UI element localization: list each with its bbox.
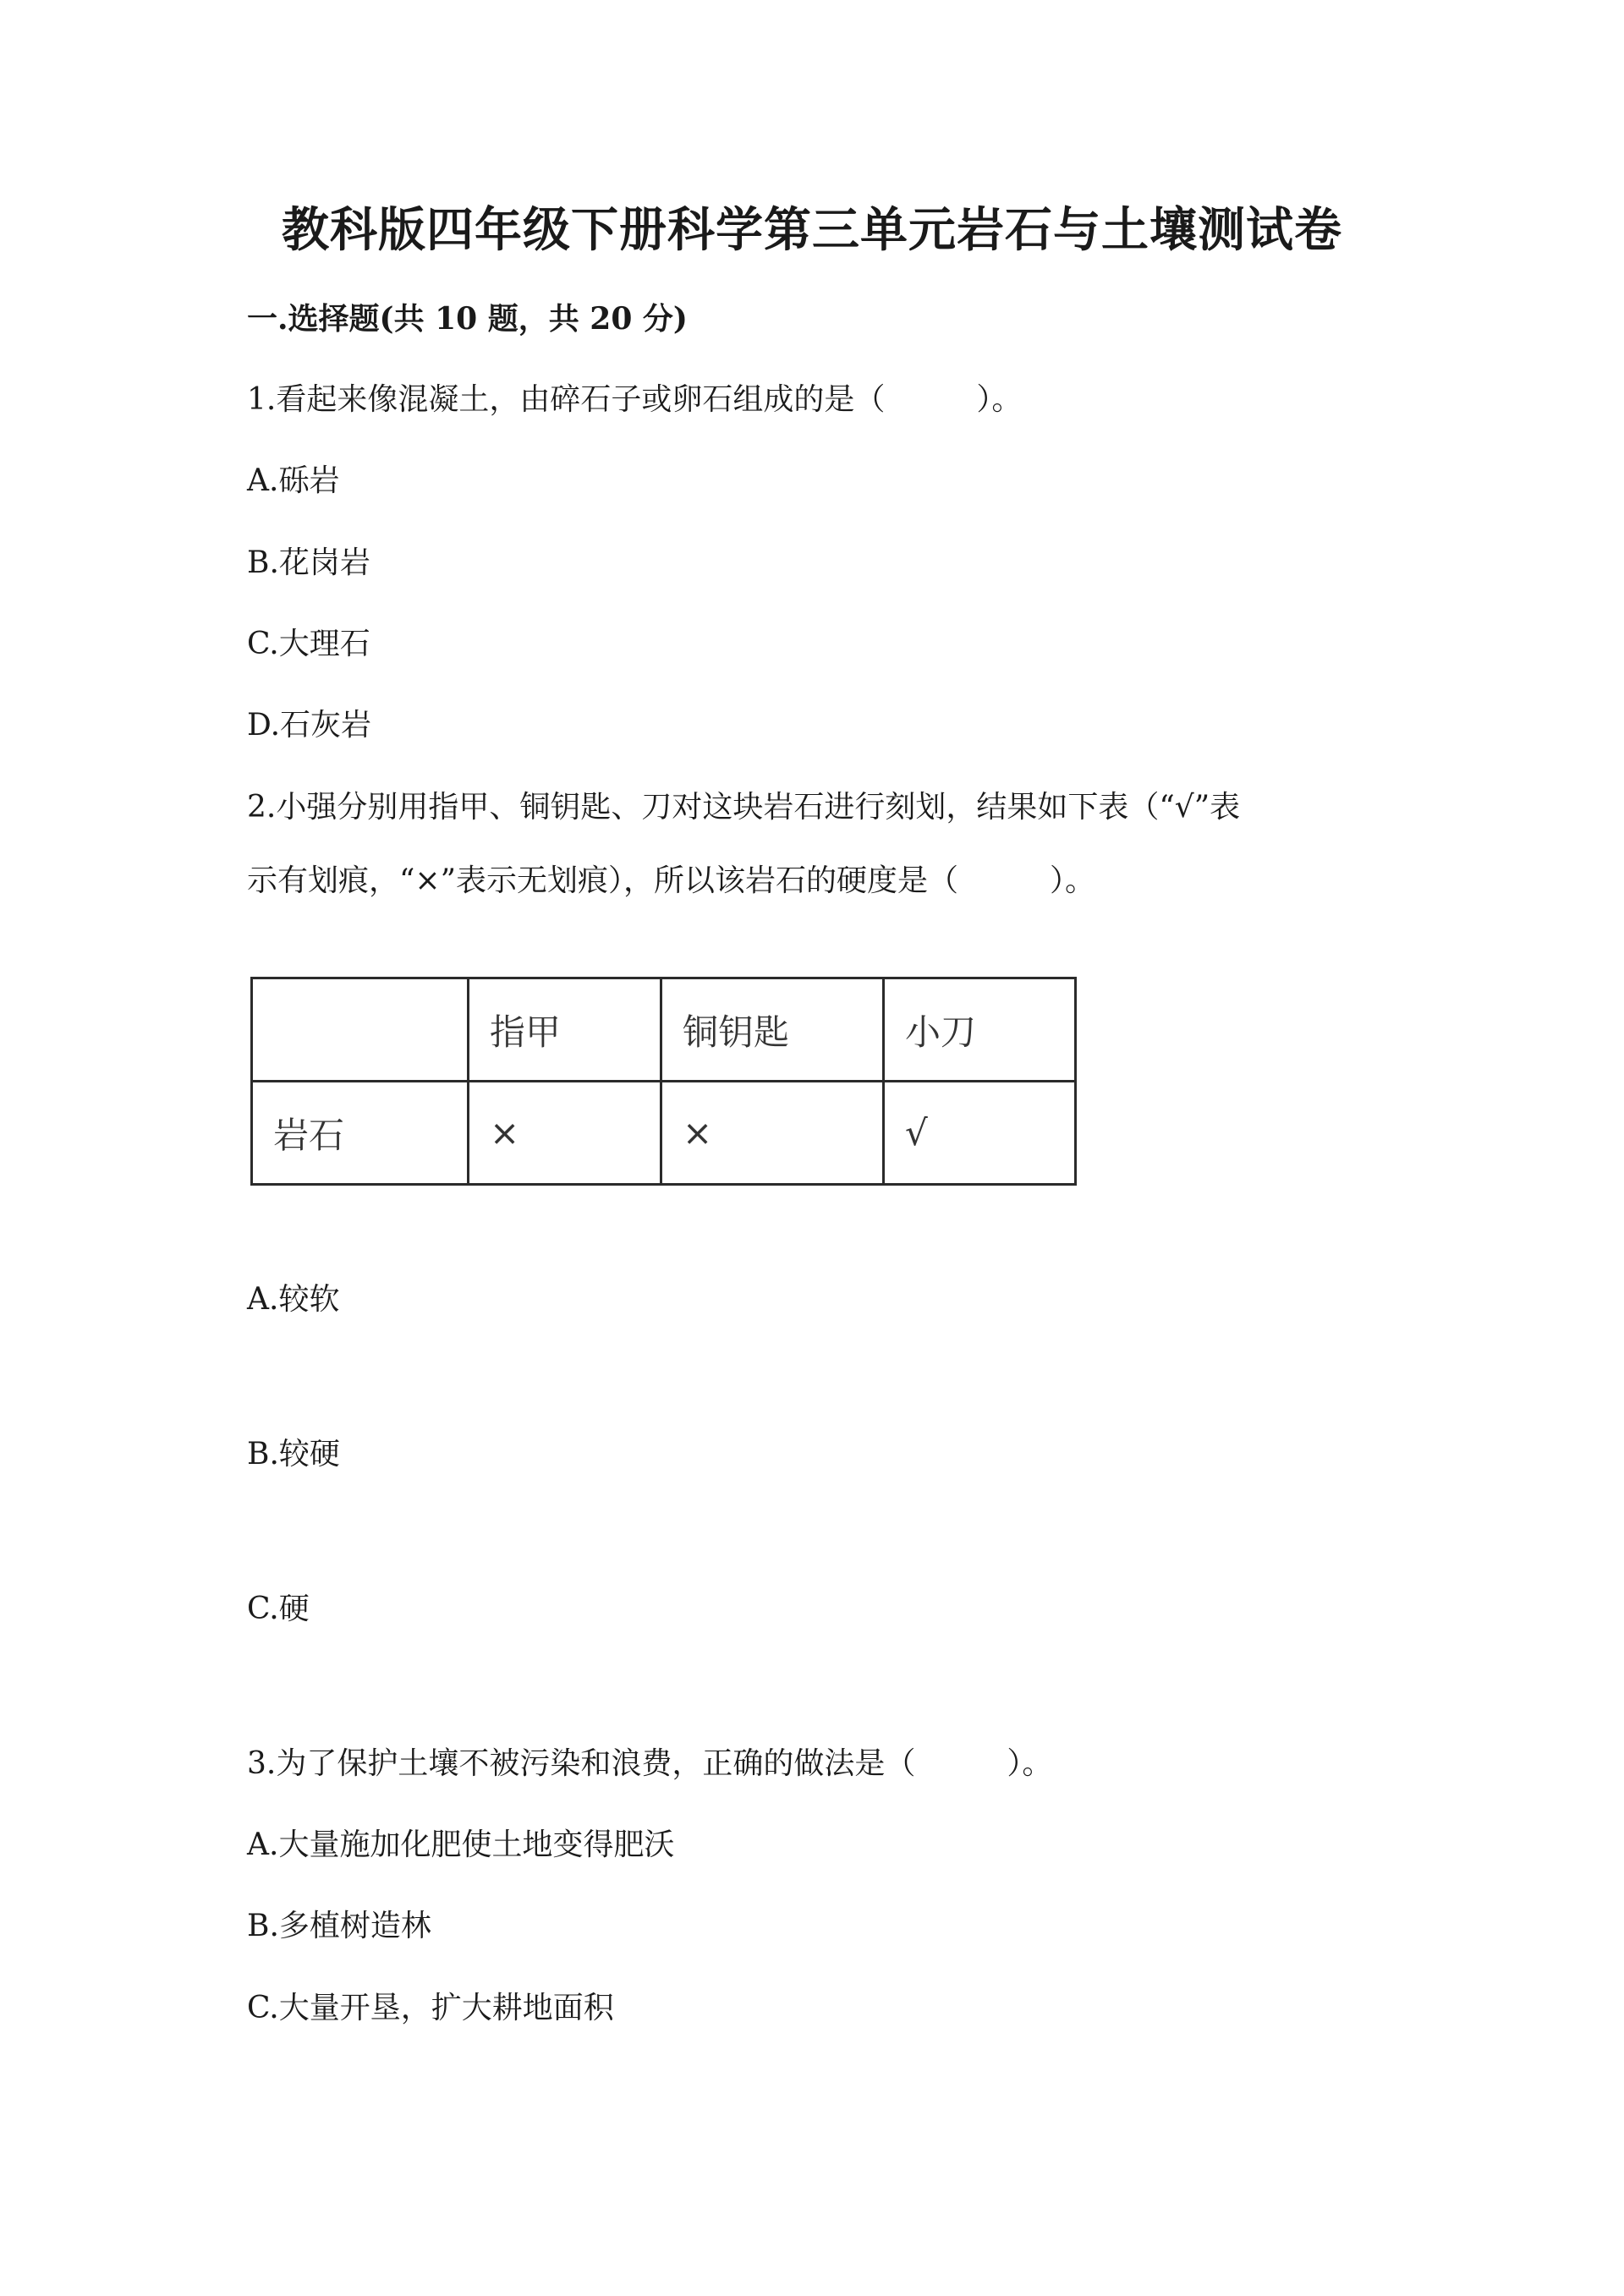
page-title: 教科版四年级下册科学第三单元岩石与土壤测试卷 xyxy=(282,202,1342,258)
question-3-option-b: B.多植树造林 xyxy=(247,1909,431,1943)
table-cell-knife-result: √ xyxy=(884,1082,1076,1185)
table-header-cell-knife: 小刀 xyxy=(884,978,1076,1082)
question-2-option-b: B.较硬 xyxy=(247,1437,340,1471)
question-1-option-c: C.大理石 xyxy=(247,627,370,661)
question-1-option-b: B.花岗岩 xyxy=(247,545,370,580)
table-cell-fingernail-result: × xyxy=(469,1082,661,1185)
question-1-option-a: A.砾岩 xyxy=(247,463,340,498)
table-header-row xyxy=(252,978,1076,1082)
question-3-stem: 3.为了保护土壤不被污染和浪费，正确的做法是（ ）。 xyxy=(247,1746,1053,1781)
question-3-option-c: C.大量开垦，扩大耕地面积 xyxy=(247,1991,614,2025)
table-header-cell-fingernail: 指甲 xyxy=(469,978,661,1082)
table-cell-copper-key-result: × xyxy=(661,1082,884,1185)
table-header-cell-copper-key: 铜钥匙 xyxy=(661,978,884,1082)
question-1-stem: 1.看起来像混凝土，由碎石子或卵石组成的是（ ）。 xyxy=(247,382,1023,417)
question-2-stem-line-2: 示有划痕，“×”表示无划痕），所以该岩石的硬度是（ ）。 xyxy=(247,863,1095,898)
question-2-option-c: C.硬 xyxy=(247,1592,310,1626)
question-1-option-d: D.石灰岩 xyxy=(247,708,372,743)
table-header-cell-empty xyxy=(252,978,469,1082)
section-heading: 一.选择题(共 10 题，共 20 分) xyxy=(247,301,688,337)
scratch-test-table xyxy=(250,977,1077,1186)
question-2-stem-line-1: 2.小强分别用指甲、铜钥匙、刀对这块岩石进行刻划，结果如下表（“√”表 xyxy=(247,790,1241,825)
question-3-option-a: A.大量施加化肥使土地变得肥沃 xyxy=(247,1827,675,1862)
question-2-option-a: A.较软 xyxy=(247,1282,340,1317)
table-cell-rock: 岩石 xyxy=(252,1082,469,1185)
table-row xyxy=(252,1082,1076,1185)
